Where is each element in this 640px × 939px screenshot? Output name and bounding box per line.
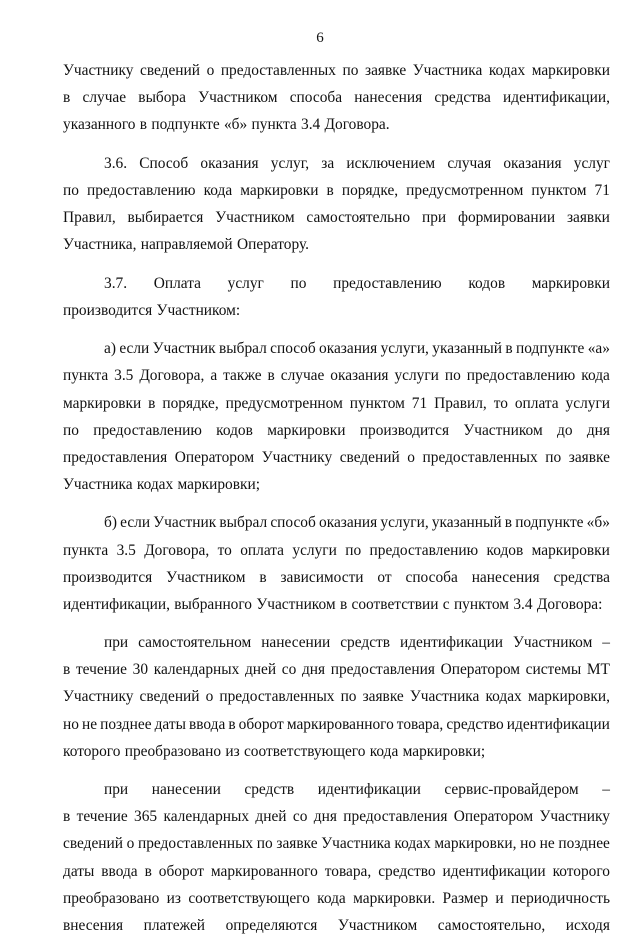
word: услуг (227, 274, 264, 292)
word: оборот (158, 862, 204, 880)
word: 3.4 (301, 116, 321, 134)
word: в (267, 367, 275, 385)
word: производится (63, 568, 153, 586)
word: календарных (163, 808, 250, 826)
word: оказания (200, 154, 259, 172)
text-line (63, 417, 610, 444)
word: способ (270, 340, 316, 358)
word: услуги, (380, 514, 429, 532)
word: предоставленных (422, 448, 538, 466)
word: Участника (63, 475, 133, 493)
word: по (545, 448, 562, 466)
word: если (119, 340, 150, 358)
word: заявке (568, 448, 610, 466)
word: по (345, 541, 362, 559)
word: но (520, 835, 537, 853)
word: маркировки (531, 274, 610, 292)
word: то (217, 541, 232, 559)
text-line (63, 204, 610, 231)
word: Участником (166, 568, 246, 586)
word: идентификации (442, 862, 546, 880)
word: выбрал (219, 514, 268, 532)
word: самостоятельно (306, 208, 411, 226)
word: от (377, 568, 392, 586)
word: о (205, 688, 214, 706)
word: способ (270, 514, 316, 532)
word: кодов (486, 541, 524, 559)
word: Участник (152, 340, 216, 358)
word: которого (552, 862, 610, 880)
word: Оператором (453, 808, 534, 826)
word: маркировки, (434, 835, 517, 853)
word: с (442, 595, 450, 613)
word: нанесении (151, 781, 221, 799)
word: не (539, 835, 555, 853)
word: пунктом (349, 394, 405, 412)
word: в (259, 568, 267, 586)
word: в (505, 340, 513, 358)
word: «б» (223, 116, 248, 134)
word: идентификации (506, 715, 610, 733)
word: подпункте (151, 116, 220, 134)
word: услуги, (380, 340, 429, 358)
word: при (421, 208, 447, 226)
word: о (206, 62, 215, 79)
word: если (120, 514, 151, 532)
word: Оплата (153, 274, 201, 292)
word: самостоятельном (138, 634, 252, 652)
word: случая (447, 154, 492, 172)
word: производится (63, 301, 153, 319)
word: случае (280, 367, 325, 385)
word: Участником (215, 208, 295, 226)
word: кода (317, 889, 346, 907)
paragraph (63, 629, 610, 764)
word: заявке (276, 835, 318, 853)
word: кодов (468, 274, 506, 292)
word: средства (553, 568, 610, 586)
word: средств (244, 781, 295, 799)
word: предоставлению (93, 421, 202, 439)
word: сервис-провайдером (444, 781, 579, 799)
word: в (63, 808, 71, 826)
word: сведений (63, 835, 124, 853)
word: идентификации, (63, 595, 170, 613)
word: соответствующего (188, 889, 310, 907)
word: оплата (514, 394, 559, 412)
paragraph (63, 57, 610, 138)
word: предоставлению (369, 541, 479, 559)
word: формировании (457, 208, 556, 226)
word: выбора (138, 89, 186, 107)
word: даты (154, 715, 186, 733)
word: по (444, 367, 461, 385)
word: кодов (216, 421, 253, 439)
word: 3.5 (114, 367, 134, 385)
word: в (148, 394, 156, 412)
word: платежей (143, 916, 206, 934)
word: б) (104, 514, 117, 532)
word: 71 (411, 394, 428, 412)
word: при (104, 634, 129, 652)
word: Способ (139, 154, 189, 172)
word: производится (359, 421, 450, 439)
word: Участнику (261, 448, 333, 466)
word: до (557, 421, 573, 439)
word: оказания (319, 514, 378, 532)
word: выбрал (219, 340, 267, 358)
word: по (340, 688, 357, 706)
text-line (63, 150, 610, 177)
word: по (256, 835, 273, 853)
word: предусмотренном (406, 181, 524, 199)
word: Размер (442, 889, 489, 907)
text-line (63, 471, 610, 498)
word: а (210, 367, 218, 385)
word: Участником (512, 634, 593, 652)
text-line (63, 84, 610, 111)
word: маркировки. (353, 889, 436, 907)
text-line (63, 912, 610, 939)
text-line (63, 537, 610, 564)
word: которого (63, 742, 121, 760)
word: маркировки (531, 541, 610, 559)
word: по (63, 181, 79, 199)
word: – (602, 781, 610, 799)
word: Участник (153, 514, 217, 532)
text-line (63, 57, 610, 84)
word: преобразовано (124, 742, 222, 760)
word: Участнику (539, 808, 610, 826)
word: Участником (337, 916, 418, 934)
word: пункта (63, 367, 109, 385)
word: предоставленных (138, 835, 254, 853)
word: 3.4 (513, 595, 533, 613)
word: подпункте (515, 514, 584, 532)
word: средства (434, 89, 491, 107)
word: течение (75, 661, 127, 679)
word: Участнику (63, 62, 134, 79)
word: заявке (364, 62, 407, 79)
word: идентификации, (503, 89, 610, 107)
word: 3.5 (116, 541, 136, 559)
word: кодах (394, 835, 431, 853)
word: Правил, (434, 394, 487, 412)
word: Участнику (63, 688, 134, 706)
text-line (63, 111, 610, 138)
text-line (63, 885, 610, 912)
word: услуги (565, 394, 610, 412)
paragraph (63, 776, 610, 939)
word: кода (581, 367, 610, 385)
word: оказания (319, 340, 378, 358)
word: сведений (339, 448, 400, 466)
word: Участника (409, 688, 480, 706)
word: идентификации (399, 634, 504, 652)
word: дней (244, 661, 277, 679)
word: не (81, 715, 98, 733)
paragraph (63, 150, 610, 258)
word: предоставления (343, 808, 448, 826)
paragraph (63, 509, 610, 617)
word: самостоятельно, (437, 916, 546, 934)
word: за (321, 154, 335, 172)
word: 3.6. (104, 154, 128, 172)
word: дней (255, 808, 287, 826)
word: предоставлению (86, 181, 196, 199)
word: маркированного (286, 715, 394, 733)
paragraph (63, 270, 610, 324)
word: сведений (139, 688, 200, 706)
word: заявки (566, 208, 610, 226)
text-line (63, 564, 610, 591)
word: Договора, (144, 541, 210, 559)
word: случае (82, 89, 127, 107)
word: предусмотренном (225, 394, 343, 412)
word: пунктом (531, 181, 587, 199)
word: о (126, 835, 135, 853)
word: предоставлению (333, 274, 442, 292)
word: 3.7. (104, 274, 128, 292)
word: Договора, (139, 367, 205, 385)
text-line (63, 390, 610, 417)
text-line (63, 776, 610, 803)
word: соответствующего (243, 742, 366, 760)
word: по (63, 421, 79, 439)
word: нанесения (471, 568, 540, 586)
text-line (63, 231, 610, 258)
word: способа (289, 89, 343, 107)
text-line (63, 656, 610, 683)
word: по (290, 274, 307, 292)
word: системы (525, 661, 582, 679)
word: в (228, 715, 236, 733)
word: кода (203, 181, 233, 199)
text-line (63, 591, 610, 618)
word: способа (405, 568, 458, 586)
word: в (63, 661, 71, 679)
word: даты (63, 862, 95, 880)
word: предоставленных (219, 688, 335, 706)
word: то (493, 394, 508, 412)
word: выбранного (174, 595, 253, 613)
word: – (602, 634, 610, 652)
word: маркированного (210, 862, 318, 880)
word: маркировки (240, 181, 319, 199)
word: «б» (586, 514, 610, 532)
word: указанного (63, 116, 136, 134)
word: порядке, (162, 394, 219, 412)
word: Договора: (536, 595, 603, 613)
word: услуг, (270, 154, 310, 172)
text-line (63, 297, 610, 324)
word: определяются (225, 916, 318, 934)
word: предоставленных (220, 62, 336, 79)
paragraph (63, 335, 610, 498)
word: услуги (292, 541, 337, 559)
word: зависимости (280, 568, 364, 586)
word: позднее (100, 715, 152, 733)
word: Участником (463, 421, 543, 439)
word: услуг (573, 154, 610, 172)
word: направляемой (140, 236, 233, 254)
word: услуги (394, 367, 439, 385)
word: в (139, 116, 148, 134)
word: «а» (587, 340, 610, 358)
word: календарных (153, 661, 240, 679)
word: указанный (431, 514, 502, 532)
word: маркировки (531, 62, 610, 79)
word: выбирается (127, 208, 204, 226)
word: Участника (321, 835, 391, 853)
word: Участника, (63, 236, 137, 254)
word: со (281, 661, 297, 679)
word: средство (446, 715, 504, 733)
word: порядке, (341, 181, 399, 199)
document-body (63, 57, 610, 939)
word: исключением (346, 154, 436, 172)
word: в (504, 514, 513, 532)
word: дня (313, 808, 337, 826)
word: маркировки (267, 421, 346, 439)
word: периодичность (511, 889, 610, 907)
word: предоставления (330, 661, 435, 679)
word: в (144, 862, 152, 880)
word: маркировки; (402, 742, 486, 760)
word: Оператором (440, 661, 520, 679)
word: дня (586, 421, 610, 439)
word: маркировки; (177, 475, 261, 493)
text-line (63, 335, 610, 362)
word: Участником (198, 89, 278, 107)
word: 71 (594, 181, 610, 199)
text-line (63, 362, 610, 389)
word: кода (369, 742, 399, 760)
word: также (223, 367, 262, 385)
word: сведений (140, 62, 201, 79)
word: в (326, 181, 334, 199)
word: 365 (134, 808, 158, 826)
text-line (63, 509, 610, 536)
word: течение (76, 808, 128, 826)
word: оказания (503, 154, 562, 172)
word: преобразовано (63, 889, 160, 907)
word: средств (340, 634, 391, 652)
word: предоставлению (466, 367, 576, 385)
word: Правил, (63, 208, 116, 226)
word: Участником (256, 595, 336, 613)
word: в (63, 89, 71, 107)
word: по (342, 62, 359, 79)
text-line (63, 711, 610, 738)
word: Участника (412, 62, 483, 79)
text-line (63, 683, 610, 710)
page-number: 6 (316, 30, 324, 46)
word: Оператором (174, 448, 255, 466)
text-line (63, 858, 610, 885)
word: пункта (63, 541, 109, 559)
word: оказания (330, 367, 389, 385)
text-line (63, 177, 610, 204)
word: Участником: (156, 301, 241, 319)
word: соответствии (351, 595, 439, 613)
word: подпункте (516, 340, 585, 358)
word: предоставления (63, 448, 168, 466)
word: пунктом (453, 595, 510, 613)
word: средство (378, 862, 436, 880)
text-line (63, 803, 610, 830)
word: МТ (586, 661, 610, 679)
word: пункта (251, 116, 297, 134)
word: кодах (488, 62, 526, 79)
word: из (166, 889, 181, 907)
word: в (339, 595, 348, 613)
word: исходя (565, 916, 610, 934)
word: дня (301, 661, 326, 679)
text-line (63, 738, 610, 765)
word: кодах (136, 475, 174, 493)
word: со (292, 808, 308, 826)
text-line (63, 270, 610, 297)
word: позднее (558, 835, 610, 853)
word: указанный (432, 340, 503, 358)
word: а) (104, 340, 116, 358)
word: товара, (396, 715, 444, 733)
word: идентификации (317, 781, 421, 799)
text-line (63, 830, 610, 857)
word: о (407, 448, 415, 466)
word: оплата (240, 541, 285, 559)
word: заявке (362, 688, 404, 706)
word: кодах (485, 688, 522, 706)
word: и (495, 889, 504, 907)
text-line (63, 629, 610, 656)
word: маркировки, (527, 688, 610, 706)
word: товара, (324, 862, 372, 880)
word: Договора. (324, 116, 390, 134)
word: ввода (188, 715, 226, 733)
word: оборот (238, 715, 284, 733)
word: маркировки (63, 394, 142, 412)
text-line (63, 444, 610, 471)
word: при (104, 781, 129, 799)
word: нанесения (354, 89, 423, 107)
word: нанесении (261, 634, 331, 652)
word: из (225, 742, 240, 760)
word: внесения (63, 916, 124, 934)
word: но (63, 715, 79, 733)
word: ввода (101, 862, 138, 880)
word: 30 (132, 661, 149, 679)
word: Оператору. (236, 236, 309, 254)
